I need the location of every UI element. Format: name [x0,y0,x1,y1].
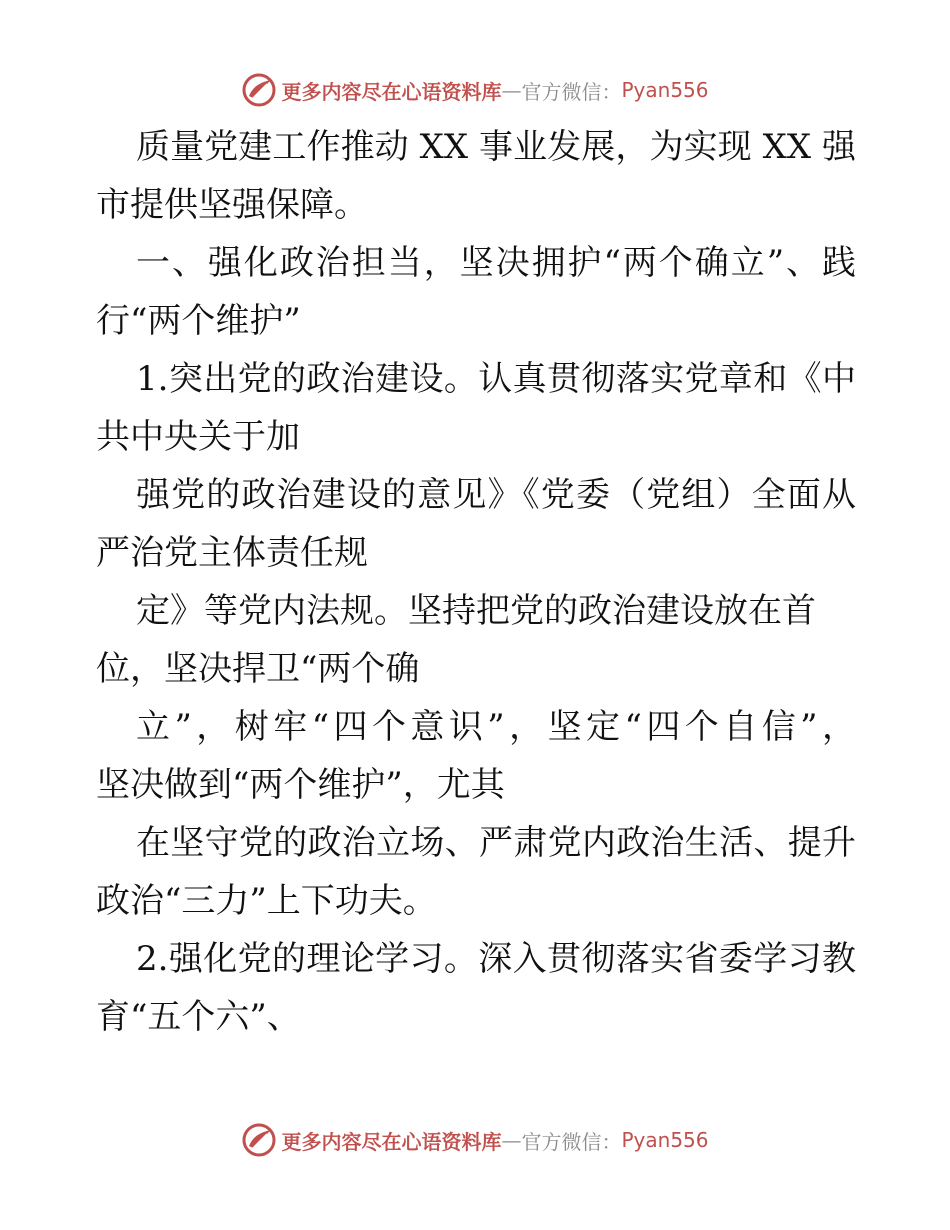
text-line: 共中央关于加 [96,417,300,457]
text-line: 政治“三力”上下功夫。 [96,881,437,921]
text-line: 坚决做到“两个维护”，尤其 [96,765,505,805]
watermark-account: Pyan556 [621,78,709,102]
text-line: 位，坚决捍卫“两个确 [96,649,420,689]
watermark-logo-icon [241,72,277,108]
section-heading [96,234,856,350]
watermark-dash: — [501,1128,522,1152]
text-line: 一、强化政治担当，坚决拥护“两个确立”、践 [136,243,856,283]
paragraph [96,582,856,698]
text-line: 定》等党内法规。坚持把党的政治建设放在首 [136,591,816,631]
text-line: 育“五个六”、 [96,997,301,1037]
watermark-label: 官方微信： [521,79,622,104]
paragraph [96,350,856,466]
text-line: 质量党建工作推动 XX 事业发展，为实现 XX 强 [136,127,856,167]
watermark-label: 官方微信： [521,1129,622,1154]
text-line: 强党的政治建设的意见》《党委（党组）全面从 [136,475,856,515]
watermark-dash: — [501,78,522,102]
text-line: 在坚守党的政治立场、严肃党内政治生活、提升 [136,823,856,863]
paragraph [96,118,856,234]
text-line: 市提供坚强保障。 [96,185,368,225]
text-line: 行“两个维护” [96,301,301,341]
footer-watermark [0,1120,950,1160]
text-line: 2.强化党的理论学习。深入贯彻落实省委学习教 [136,939,856,979]
header-watermark [0,70,950,110]
paragraph [96,466,856,582]
text-line: 立”，树牢“四个意识”，坚定“四个自信”， [136,707,856,747]
paragraph [96,930,856,1046]
text-line: 严治党主体责任规 [96,533,368,573]
watermark-site-text: 更多内容尽在心语资料库 [281,1129,502,1154]
watermark-site-text: 更多内容尽在心语资料库 [281,79,502,104]
paragraph [96,814,856,930]
watermark-logo-icon [241,1122,277,1158]
document-body [96,118,856,1046]
text-line: 1.突出党的政治建设。认真贯彻落实党章和《中 [136,359,856,399]
paragraph [96,698,856,814]
watermark-account: Pyan556 [621,1128,709,1152]
